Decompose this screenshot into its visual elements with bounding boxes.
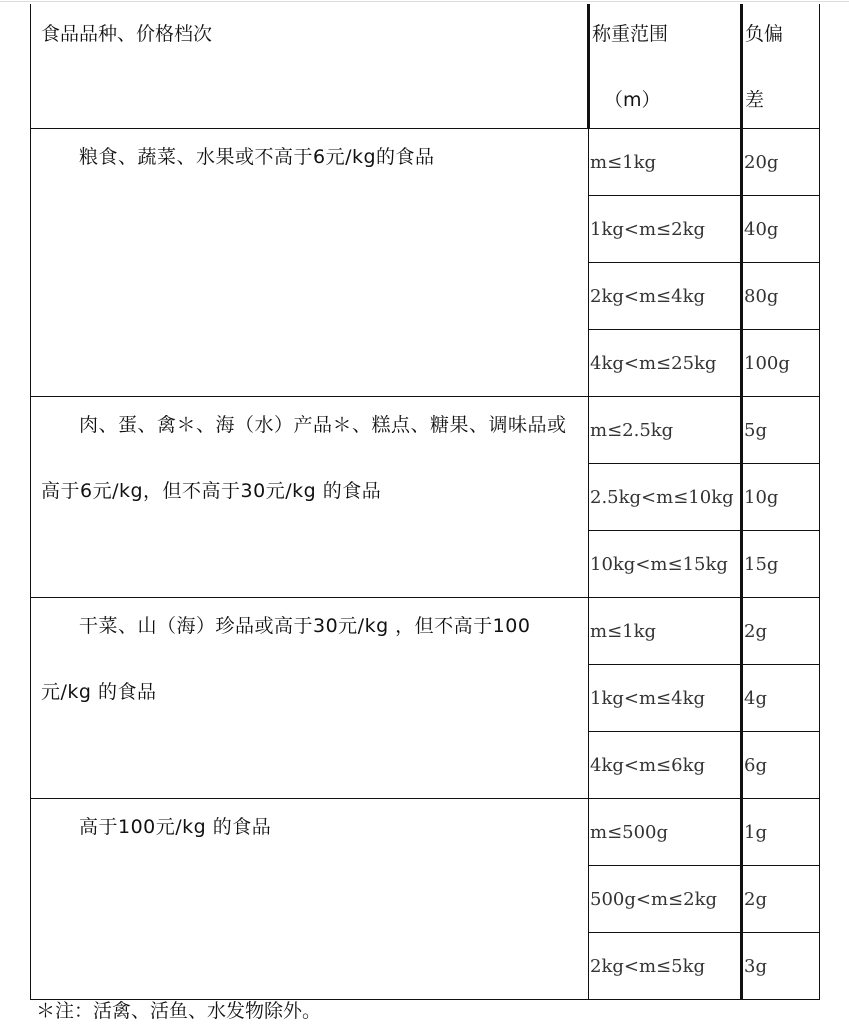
deviation-value: 2g <box>744 620 767 642</box>
range-cell <box>589 732 742 799</box>
range-cell <box>589 464 742 531</box>
deviation-cell <box>742 732 820 799</box>
deviation-value: 40g <box>744 218 779 240</box>
weight-tolerance-table <box>30 4 820 1000</box>
range-cell <box>589 799 742 866</box>
range-cell <box>589 397 742 464</box>
range-cell <box>589 933 742 1000</box>
deviation-cell <box>742 196 820 263</box>
range-value: 4kg<m≤25kg <box>590 352 717 374</box>
table-row <box>31 397 820 464</box>
footnote: ＊注：活禽、活鱼、水发物除外。 <box>36 1000 322 1022</box>
header-deviation-line2: 差 <box>745 89 765 111</box>
category-text-3: 干菜、山（海）珍品或高于30元/kg ，但不高于100元/kg 的食品 <box>41 615 531 703</box>
range-value: m≤500g <box>590 821 669 843</box>
deviation-value: 4g <box>744 687 767 709</box>
deviation-value: 3g <box>744 955 767 977</box>
deviation-value: 80g <box>744 285 779 307</box>
range-value: 2.5kg<m≤10kg <box>590 486 734 508</box>
range-value: 500g<m≤2kg <box>590 888 717 910</box>
category-cell-3 <box>31 598 589 799</box>
category-text-4: 高于100元/kg 的食品 <box>79 816 272 838</box>
deviation-cell <box>742 129 820 196</box>
header-deviation-line1: 负偏 <box>745 23 784 45</box>
table-row <box>31 598 820 665</box>
category-cell-2 <box>31 397 589 598</box>
deviation-value: 15g <box>744 553 779 575</box>
header-range-line1: 称重范围 <box>592 23 669 45</box>
range-cell <box>589 531 742 598</box>
range-cell <box>589 129 742 196</box>
deviation-value: 20g <box>744 151 779 173</box>
range-value: 1kg<m≤2kg <box>590 218 705 240</box>
header-deviation <box>743 4 819 116</box>
table-header-row <box>31 4 820 129</box>
category-text-1: 粮食、蔬菜、水果或不高于6元/kg的食品 <box>79 146 435 168</box>
category-cell-4 <box>31 799 589 1000</box>
header-range-line2: （m） <box>604 89 661 111</box>
deviation-cell <box>742 531 820 598</box>
deviation-value: 2g <box>744 888 767 910</box>
range-cell <box>589 598 742 665</box>
deviation-cell <box>742 799 820 866</box>
deviation-value: 10g <box>744 486 779 508</box>
header-category: 食品品种、价格档次 <box>41 23 213 45</box>
range-value: 1kg<m≤4kg <box>590 687 705 709</box>
deviation-value: 5g <box>744 419 767 441</box>
deviation-cell <box>742 397 820 464</box>
deviation-cell <box>742 263 820 330</box>
table-row <box>31 799 820 866</box>
deviation-value: 100g <box>744 352 790 374</box>
header-range <box>590 4 740 116</box>
range-cell <box>589 866 742 933</box>
deviation-value: 1g <box>744 821 767 843</box>
header-category-cell <box>31 4 589 129</box>
category-text-2: 肉、蛋、禽＊、海（水）产品＊、糕点、糖果、调味品或高于6元/kg，但不高于30元/kg 的食品 <box>41 414 567 502</box>
range-value: m≤1kg <box>590 620 657 642</box>
range-cell <box>589 665 742 732</box>
range-cell <box>589 330 742 397</box>
range-value: 10kg<m≤15kg <box>590 553 728 575</box>
deviation-cell <box>742 933 820 1000</box>
range-value: 2kg<m≤4kg <box>590 285 705 307</box>
deviation-value: 6g <box>744 754 767 776</box>
header-deviation-cell <box>742 4 820 129</box>
deviation-cell <box>742 665 820 732</box>
range-cell <box>589 263 742 330</box>
header-range-cell <box>589 4 742 129</box>
deviation-cell <box>742 866 820 933</box>
range-value: m≤2.5kg <box>590 419 674 441</box>
top-divider <box>0 1 849 2</box>
deviation-cell <box>742 598 820 665</box>
deviation-cell <box>742 330 820 397</box>
range-cell <box>589 196 742 263</box>
category-cell-1 <box>31 129 589 397</box>
range-value: 4kg<m≤6kg <box>590 754 705 776</box>
table-row <box>31 129 820 196</box>
range-value: m≤1kg <box>590 151 657 173</box>
deviation-cell <box>742 464 820 531</box>
range-value: 2kg<m≤5kg <box>590 955 705 977</box>
